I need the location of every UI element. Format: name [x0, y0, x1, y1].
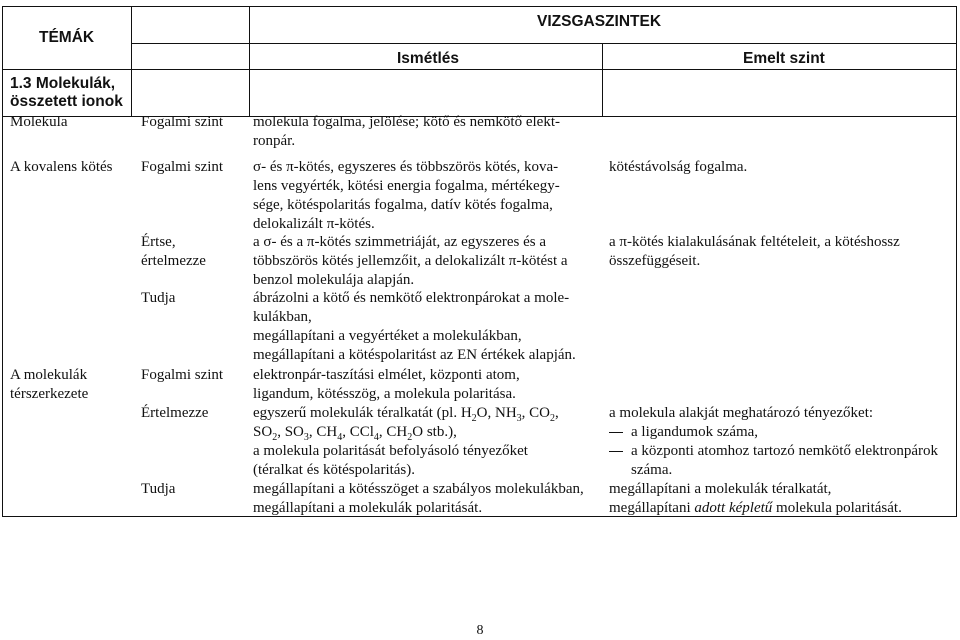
divider-repeat-advanced	[602, 43, 603, 117]
page-number: 8	[476, 623, 484, 638]
divider-topics	[131, 7, 132, 117]
advanced-ertse: a π-kötés kialakulásának feltételeit, a kötéshossz összefüggéseit.	[609, 234, 900, 269]
repeat-ertelmezze: egyszerű molekulák téralkatát (pl. $H_2O$, $NH_3$, $CO_2$, $SO_2$, $SO_3$, $CH_4$, CCl$_4$, $CH_2O$ stb.), a molekula polaritását befolyásoló tényezőket (téralkat és kötéspolaritás).	[253, 405, 559, 478]
advanced-tudja-2: megállapítani a molekulák téralkatát, megállapítani adott képletű molekula polaritását.	[609, 481, 902, 516]
header-divider	[131, 43, 956, 44]
repeat-fogalmi-3: elektronpár-taszítási elmélet, központi atom, ligandum, kötésszög, a molekula polaritása.	[253, 367, 520, 402]
header-exam-levels: VIZSGASZINTEK	[537, 13, 662, 30]
level-fogalmi-1: Fogalmi szint	[141, 114, 224, 130]
repeat-kovalens: σ- és π-kötés, egyszeres és többszörös kötés, kova- lens vegyérték, kötési energia fogalma, mértékegy- sége, kötéspolaritás fogalma, datív kötés fogalma, delokalizált π-kötés.	[253, 159, 560, 232]
dash-bullet	[609, 432, 623, 433]
header-bottom-rule	[3, 69, 956, 70]
advanced-kovalens: kötéstávolság fogalma.	[609, 159, 748, 175]
level-fogalmi-3: Fogalmi szint	[141, 367, 224, 383]
header-repeat: Ismétlés	[397, 50, 460, 67]
repeat-ertse: a σ- és a π-kötés szimmetriáját, az egyszeres és a többszörös kötés jellemzőit, a delokalizált π-kötést a benzol molekulája alapján.	[253, 234, 568, 288]
level-tudja-2: Tudja	[141, 481, 176, 497]
level-fogalmi-2: Fogalmi szint	[141, 159, 224, 175]
dash-bullet	[609, 451, 623, 452]
header-advanced: Emelt szint	[743, 50, 825, 67]
level-ertelmezze: Értelmezze	[141, 405, 209, 421]
level-tudja-1: Tudja	[141, 290, 176, 306]
repeat-tudja-2: megállapítani a kötésszöget a szabályos molekulákban, megállapítani a molekulák polaritását.	[253, 481, 584, 516]
repeat-molekula: molekula fogalma, jelölése; kötő és nemkötő elekt- ronpár.	[253, 114, 560, 149]
topic-molekula: Molekula	[10, 114, 68, 130]
repeat-tudja-1: ábrázolni a kötő és nemkötő elektronpárokat a mole- kulákban, megállapítani a vegyértéket a molekulákban, megállapítani a kötéspolaritást az EN értékek alapján.	[253, 290, 576, 363]
divider-levels	[249, 7, 250, 117]
advanced-ertelmezze: a molekula alakját meghatározó tényezőket: a ligandumok száma, a központi atomhoz tartozó nemkötő elektronpárok száma.	[609, 405, 938, 478]
section-title: 1.3 Molekulák, összetett ionok	[10, 75, 123, 110]
level-ertse: Értse, értelmezze	[141, 234, 206, 269]
curriculum-table	[2, 6, 957, 517]
header-topics: TÉMÁK	[39, 29, 95, 46]
topic-kovalens-kotes: A kovalens kötés	[10, 159, 113, 175]
topic-terszerkezet: A molekulák térszerkezete	[10, 367, 89, 402]
